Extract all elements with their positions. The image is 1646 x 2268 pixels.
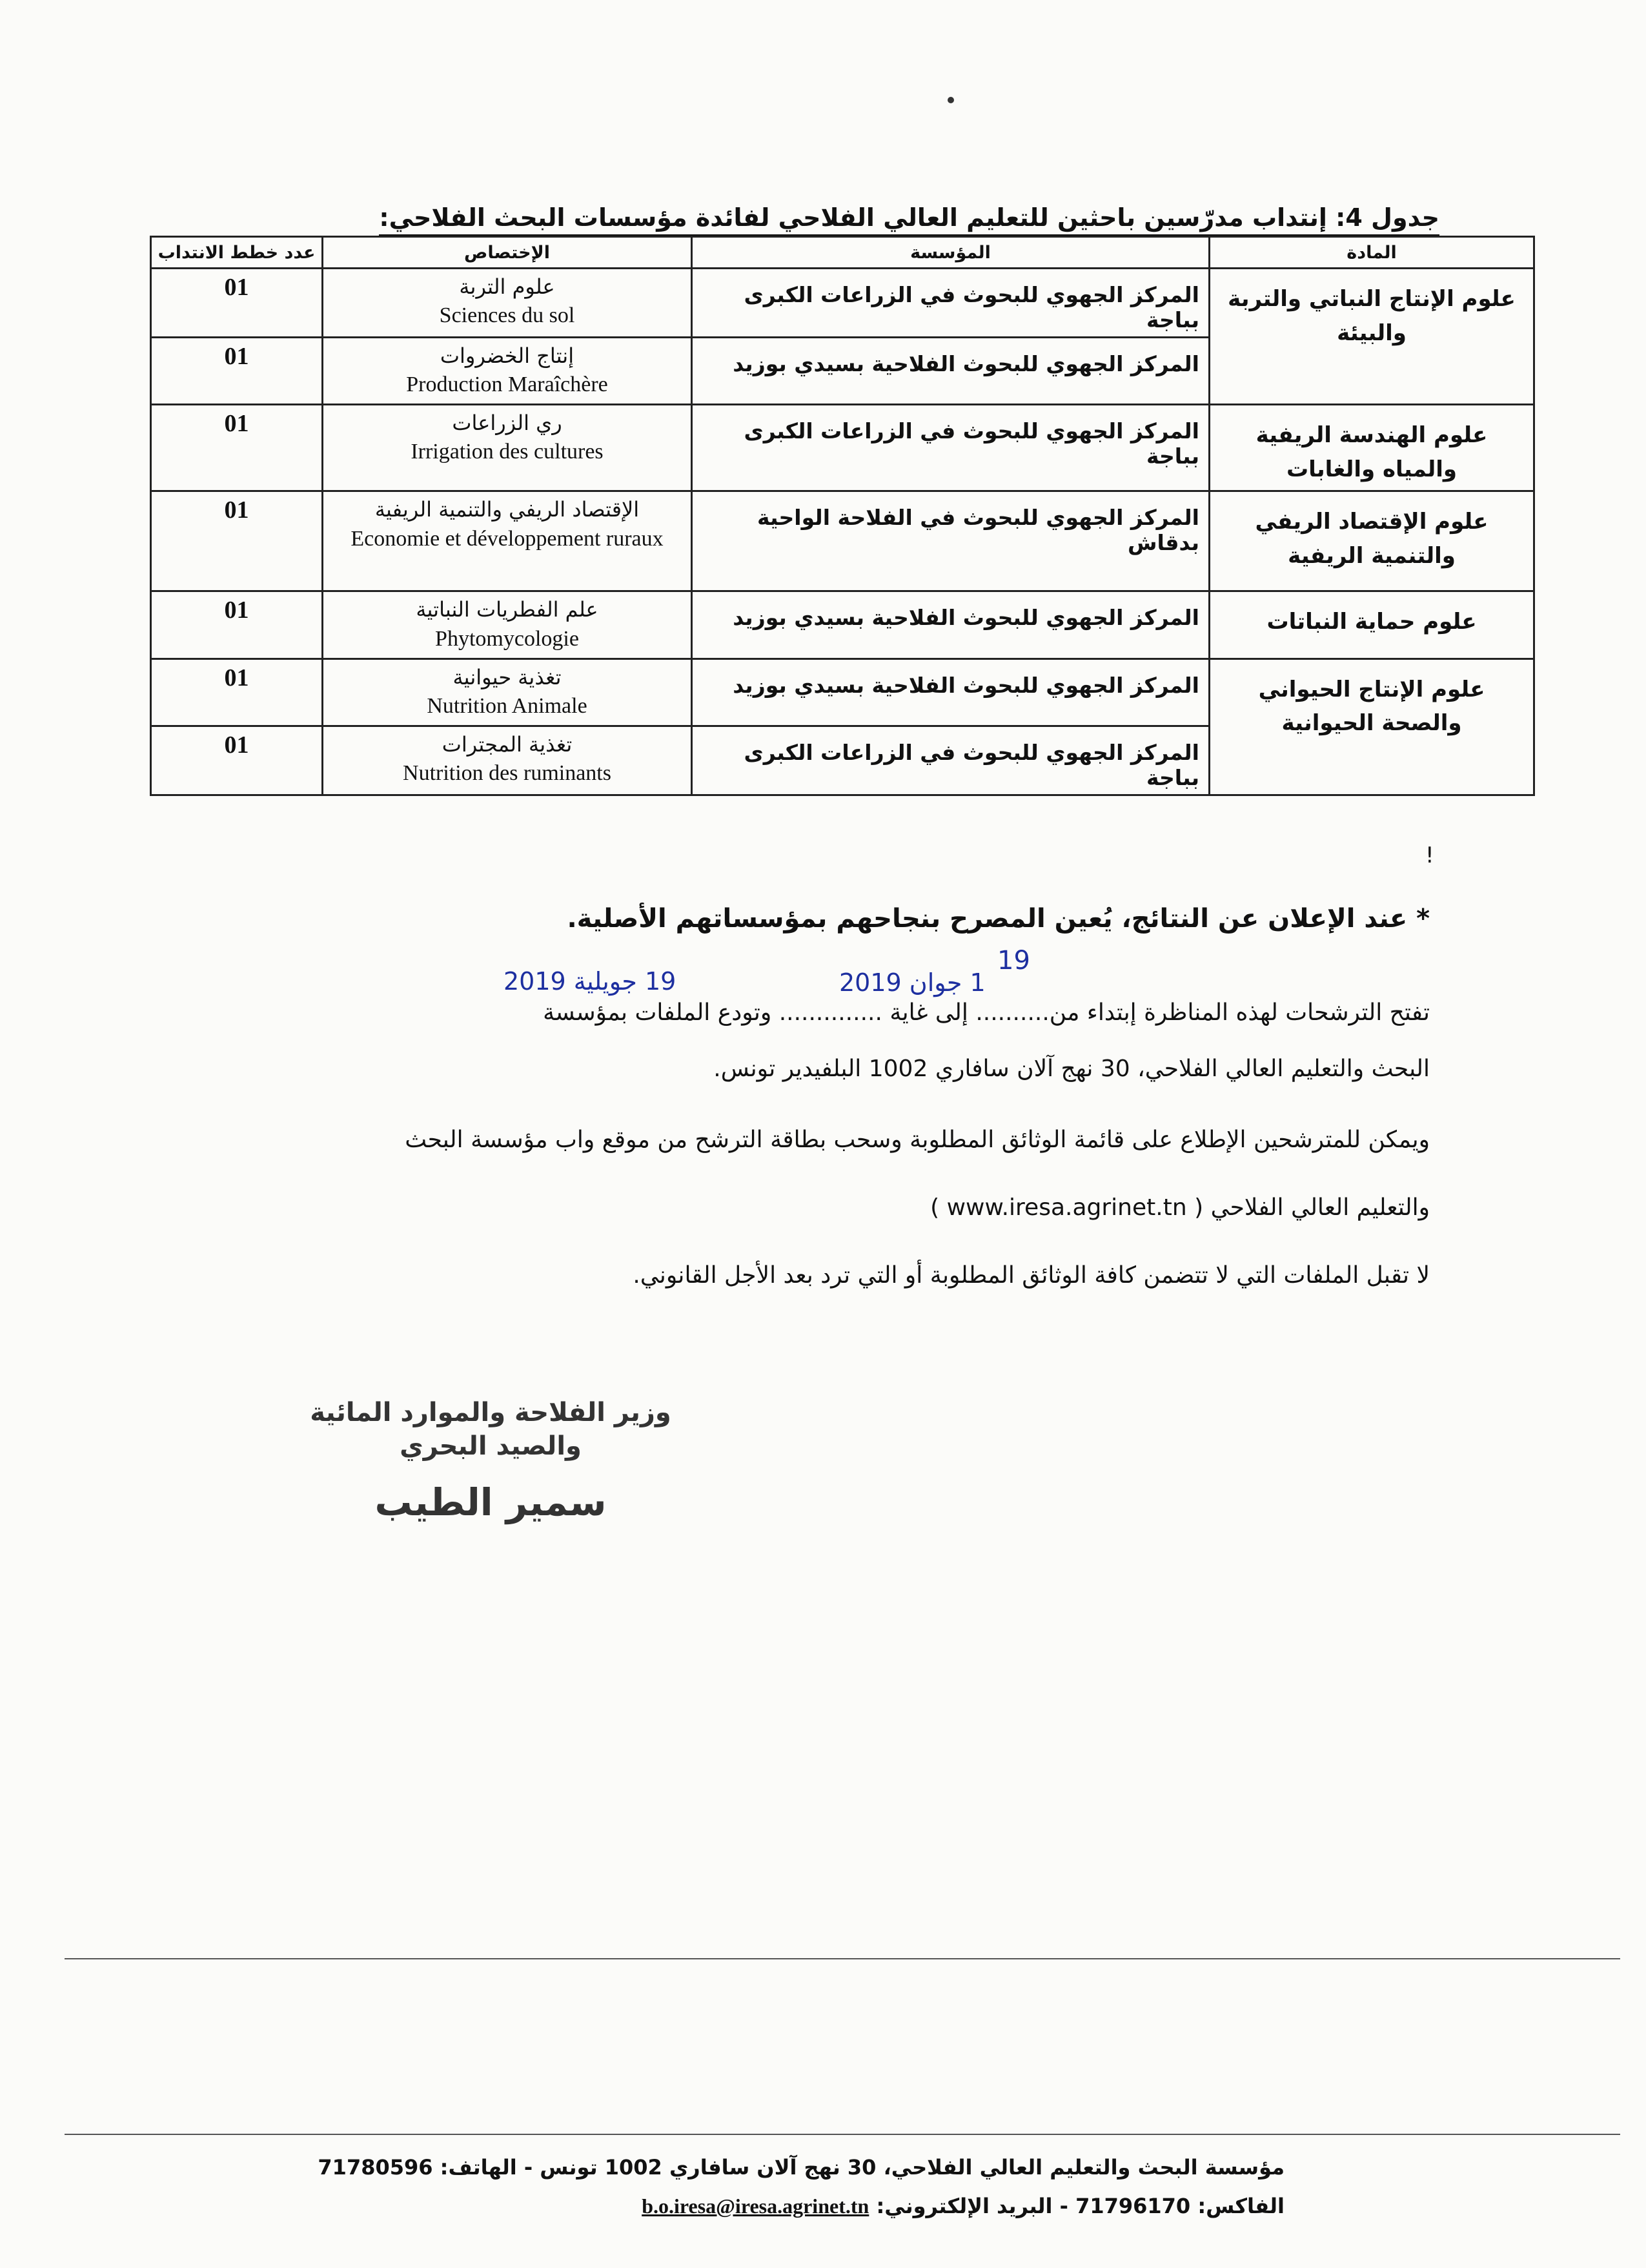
specialty-ar: الإقتصاد الريفي والتنمية الريفية [374,497,640,522]
minister-title-line1: وزير الفلاحة والموارد المائية [310,1398,671,1427]
specialty-cell [323,491,692,591]
application-dates-line: تفتح الترشحات لهذه المناظرة إبتداء من.......... إلى غاية .............. وتودع الملفات بمؤسسة [543,999,1430,1026]
table-row [151,269,1534,338]
institution-cell: المركز الجهوي للبحوث في الزراعات الكبرى بباجة [692,405,1210,491]
footer-contact [642,2194,1285,2218]
count-cell: 01 [151,659,323,726]
specialty-ar: ري الزراعات [452,411,562,436]
handwritten-end-date: 1 جوان 2019 [839,968,986,997]
website-line-1: ويمكن للمترشحين الإطلاع على قائمة الوثائق المطلوبة وسحب بطاقة الترشح من موقع واب مؤسسة البحث [405,1127,1430,1153]
count-cell: 01 [151,405,323,491]
specialty-fr: Nutrition des ruminants [403,761,611,785]
specialty-fr: Economie et développement ruraux [351,526,664,551]
header-subject: المادة [1210,237,1534,269]
website-line-2: والتعليم العالي الفلاحي ( www.iresa.agrinet.tn ) [930,1194,1430,1221]
dates-text-end: وتودع الملفات بمؤسسة [543,999,772,1026]
header-count: عدد خطط الانتداب [151,237,323,269]
specialty-ar: علوم التربة [459,274,555,299]
count-cell: 01 [151,338,323,405]
table-row [151,591,1534,659]
specialty-cell [323,338,692,405]
subject-cell: علوم الإنتاج النباتي والتربة والبيئة [1210,269,1534,405]
header-institution: المؤسسة [692,237,1210,269]
specialty-cell [323,659,692,726]
stray-mark: ! [1425,843,1434,868]
table-title: جدول 4: إنتداب مدرّسين باحثين للتعليم العالي الفلاحي لفائدة مؤسسات البحث الفلاحي: [379,203,1439,236]
handwritten-start-date: 19 جويلية 2019 [503,967,676,996]
count-cell: 01 [151,591,323,659]
footer-fax: الفاكس: 71796170 - البريد الإلكتروني: [876,2194,1285,2218]
institution-cell: المركز الجهوي للبحوث في الزراعات الكبرى بباجة [692,726,1210,795]
subject-cell: علوم الهندسة الريفية والمياه والغابات [1210,405,1534,491]
page-dot [948,97,954,103]
specialty-ar: تغذية حيوانية [452,664,562,690]
specialty-ar: علم الفطريات النباتية [416,597,598,622]
specialty-ar: إنتاج الخضروات [440,343,574,368]
dates-text-start: تفتح الترشحات لهذه المناظرة إبتداء من [1049,999,1430,1026]
specialty-ar: تغذية المجترات [442,731,573,757]
results-notice: * عند الإعلان عن النتائج، يُعين المصرح بنجاحهم بمؤسساتهم الأصلية. [567,904,1430,934]
footer-divider [65,2134,1620,2135]
table-row [151,659,1534,726]
count-cell: 01 [151,491,323,591]
recruitment-table [150,236,1535,796]
specialty-fr: Nutrition Animale [427,693,587,718]
table-row [151,405,1534,491]
specialty-fr: Phytomycologie [435,626,579,651]
specialty-cell [323,591,692,659]
signature-block [284,1398,697,1524]
table-header-row [151,237,1534,269]
institution-cell: المركز الجهوي للبحوث في الزراعات الكبرى بباجة [692,269,1210,338]
specialty-cell [323,405,692,491]
specialty-fr: Irrigation des cultures [411,440,604,464]
specialty-cell [323,726,692,795]
count-cell: 01 [151,269,323,338]
table-row [151,491,1534,591]
subject-cell: علوم حماية النباتات [1210,591,1534,659]
minister-name: سمير الطيب [374,1480,607,1524]
specialty-fr: Sciences du sol [439,303,575,328]
header-specialty: الإختصاص [323,237,692,269]
handwritten-correction: 19 [997,946,1030,976]
rejection-notice: لا تقبل الملفات التي لا تتضمن كافة الوثائق المطلوبة أو التي ترد بعد الأجل القانوني. [633,1262,1430,1289]
subject-cell: علوم الإنتاج الحيواني والصحة الحيوانية [1210,659,1534,795]
specialty-cell [323,269,692,338]
institution-cell: المركز الجهوي للبحوث الفلاحية بسيدي بوزيد [692,659,1210,726]
divider [65,1958,1620,1959]
institution-cell: المركز الجهوي للبحوث الفلاحية بسيدي بوزيد [692,591,1210,659]
specialty-fr: Production Maraîchère [406,373,608,397]
footer-email-link[interactable]: b.o.iresa@iresa.agrinet.tn [642,2194,869,2218]
institution-cell: المركز الجهوي للبحوث الفلاحية بسيدي بوزيد [692,338,1210,405]
address-line: البحث والتعليم العالي الفلاحي، 30 نهج آلان سافاري 1002 البلفيدير تونس. [713,1056,1430,1082]
subject-cell: علوم الإقتصاد الريفي والتنمية الريفية [1210,491,1534,591]
count-cell: 01 [151,726,323,795]
minister-title-line2: والصيد البحري [400,1431,582,1461]
dates-text-mid: إلى غاية [889,999,968,1026]
institution-cell: المركز الجهوي للبحوث في الفلاحة الواحية بدقاش [692,491,1210,591]
footer-address: مؤسسة البحث والتعليم العالي الفلاحي، 30 نهج آلان سافاري 1002 تونس - الهاتف: 71780596 [318,2155,1285,2180]
